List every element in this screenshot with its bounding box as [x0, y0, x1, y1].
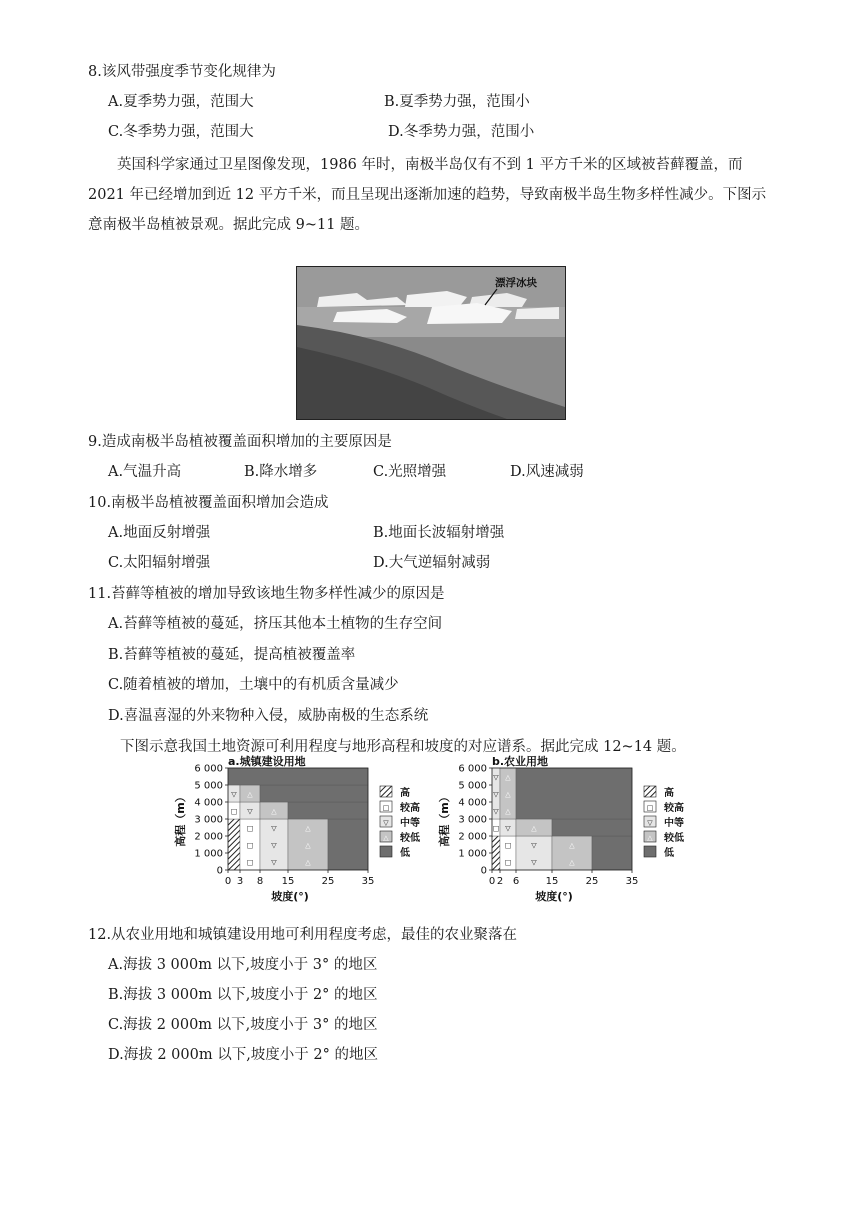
cell-symbol: □ — [246, 841, 254, 850]
cell-symbol: ▽ — [505, 824, 511, 833]
heatmap-cell — [228, 768, 368, 785]
x-axis-label: 坡度(°) — [535, 890, 573, 903]
q9-option-a: A.气温升高 — [108, 464, 182, 480]
cell-symbol: ▽ — [231, 790, 237, 799]
cell-symbol: △ — [247, 790, 253, 799]
cell-symbol: △ — [505, 773, 511, 782]
q9-option-b: B.降水增多 — [244, 464, 318, 480]
chart-title: a.城镇建设用地 — [228, 755, 306, 768]
q8-option-c: C.冬季势力强，范围大 — [108, 124, 254, 140]
heatmap-cell — [516, 768, 632, 819]
q10-stem: 10.南极半岛植被覆盖面积增加会造成 — [88, 495, 329, 511]
q9-option-d: D.风速减弱 — [510, 464, 584, 480]
y-tick-label: 3 000 — [194, 814, 223, 826]
legend-label: 中等 — [664, 818, 684, 829]
q11-option-d: D.喜温喜湿的外来物种入侵，威胁南极的生态系统 — [108, 708, 429, 724]
cell-symbol: □ — [246, 824, 254, 833]
q12-stem: 12.从农业用地和城镇建设用地可利用程度考虑，最佳的农业聚落在 — [88, 927, 518, 943]
legend-swatch — [644, 786, 656, 797]
q12-option-b: B.海拔 3 000m 以下,坡度小于 2° 的地区 — [108, 987, 378, 1003]
heatmap-cell — [260, 785, 368, 802]
cell-symbol: □ — [504, 841, 512, 850]
q8-option-b: B.夏季势力强，范围小 — [384, 94, 530, 110]
photo-label-floating-ice: 漂浮冰块 — [495, 277, 537, 289]
heatmap-cell — [492, 836, 500, 870]
y-tick-label: 6 000 — [458, 763, 487, 775]
legend-swatch — [380, 786, 392, 797]
q9-stem: 9.造成南极半岛植被覆盖面积增加的主要原因是 — [88, 434, 392, 450]
q10-option-a: A.地面反射增强 — [108, 525, 211, 541]
y-tick-label: 4 000 — [194, 797, 223, 809]
cell-symbol: ▽ — [271, 858, 277, 867]
x-axis-label: 坡度(°) — [271, 890, 309, 903]
cell-symbol: ▽ — [493, 773, 499, 782]
x-tick-label: 0 — [224, 876, 232, 887]
legend-symbol: △ — [647, 834, 653, 842]
cell-symbol: △ — [305, 858, 311, 867]
intro-paragraph-9-11: 英国科学家通过卫星图像发现，1986 年时，南极半岛仅有不到 1 平方千米的区域被苔藓覆盖，而 2021 年已经增加到近 12 平方千米，而且呈现出逐渐加速的趋势，导致南极半岛生物多样性减少。下图示意南极半岛植被景观。据此完成 9~11 题。 — [88, 157, 767, 233]
x-tick-label: 25 — [585, 876, 599, 887]
cell-symbol: △ — [305, 841, 311, 850]
cell-symbol: ▽ — [271, 824, 277, 833]
cell-symbol: ▽ — [493, 790, 499, 799]
cell-symbol: △ — [531, 824, 537, 833]
cell-symbol: ▽ — [531, 858, 537, 867]
y-tick-label: 5 000 — [458, 780, 487, 792]
y-tick-label: 6 000 — [194, 763, 223, 775]
legend-label: 较高 — [400, 803, 420, 814]
cell-symbol: ▽ — [493, 807, 499, 816]
x-tick-label: 3 — [236, 876, 244, 887]
legend-symbol: ▽ — [647, 819, 653, 827]
q10-option-b: B.地面长波辐射增强 — [373, 525, 505, 541]
x-tick-label: 2 — [496, 876, 504, 887]
q8-stem: 8.该风带强度季节变化规律为 — [88, 64, 276, 80]
legend-label: 低 — [400, 848, 410, 859]
q10-option-d: D.大气逆辐射减弱 — [373, 555, 491, 571]
cell-symbol: △ — [569, 841, 575, 850]
cell-symbol: △ — [505, 790, 511, 799]
cell-symbol: □ — [230, 807, 238, 816]
cell-symbol: △ — [569, 858, 575, 867]
q8-option-a: A.夏季势力强，范围大 — [108, 94, 254, 110]
y-tick-label: 0 — [480, 865, 487, 877]
legend-label: 低 — [664, 848, 674, 859]
y-tick-label: 4 000 — [458, 797, 487, 809]
cell-symbol: ▽ — [271, 841, 277, 850]
q12-option-a: A.海拔 3 000m 以下,坡度小于 3° 的地区 — [108, 957, 378, 973]
cell-symbol: ▽ — [531, 841, 537, 850]
cell-symbol: △ — [505, 807, 511, 816]
y-tick-label: 2 000 — [194, 831, 223, 843]
y-axis-label: 高程（m） — [438, 791, 451, 847]
q11-option-b: B.苔藓等植被的蔓延，提高植被覆盖率 — [108, 647, 356, 663]
y-tick-label: 5 000 — [194, 780, 223, 792]
x-tick-label: 15 — [281, 876, 295, 887]
legend-label: 高 — [400, 788, 410, 799]
x-tick-label: 35 — [361, 876, 375, 887]
chart-a-svg — [172, 755, 420, 916]
heatmap-cell — [288, 802, 368, 819]
chart-a-urban-land — [172, 755, 420, 920]
heatmap-cell — [228, 819, 240, 870]
cell-symbol: ▽ — [247, 807, 253, 816]
legend-swatch — [644, 846, 656, 857]
legend-symbol: □ — [382, 804, 390, 812]
legend-label: 较高 — [664, 803, 684, 814]
legend-label: 较低 — [400, 833, 420, 844]
cell-symbol: □ — [246, 858, 254, 867]
legend-symbol: △ — [383, 834, 389, 842]
x-tick-label: 15 — [545, 876, 559, 887]
legend-symbol: □ — [646, 804, 654, 812]
q12-option-d: D.海拔 2 000m 以下,坡度小于 2° 的地区 — [108, 1047, 378, 1063]
legend-swatch — [380, 846, 392, 857]
legend-symbol: ▽ — [383, 819, 389, 827]
q9-option-c: C.光照增强 — [373, 464, 447, 480]
cell-symbol: □ — [492, 824, 500, 833]
q11-option-a: A.苔藓等植被的蔓延，挤压其他本土植物的生存空间 — [108, 616, 443, 632]
q12-option-c: C.海拔 2 000m 以下,坡度小于 3° 的地区 — [108, 1017, 378, 1033]
legend-label: 中等 — [400, 818, 420, 829]
x-tick-label: 35 — [625, 876, 639, 887]
chart-b-agricultural-land — [436, 755, 684, 920]
intro-paragraph-12-14: 下图示意我国土地资源可利用程度与地形高程和坡度的对应谱系。据此完成 12~14 题。 — [120, 739, 686, 755]
x-tick-label: 6 — [512, 876, 520, 887]
heatmap-cell — [592, 836, 632, 870]
cell-symbol: △ — [271, 807, 277, 816]
x-tick-label: 25 — [321, 876, 335, 887]
chart-b-svg — [436, 755, 684, 916]
q10-option-c: C.太阳辐射增强 — [108, 555, 211, 571]
heatmap-cell — [552, 819, 632, 836]
y-tick-label: 1 000 — [194, 848, 223, 860]
cell-symbol: □ — [504, 858, 512, 867]
y-axis-label: 高程（m） — [174, 791, 187, 847]
heatmap-cell — [328, 819, 368, 870]
x-tick-label: 8 — [256, 876, 264, 887]
y-tick-label: 0 — [216, 865, 223, 877]
q11-option-c: C.随着植被的增加，土壤中的有机质含量减少 — [108, 677, 399, 693]
antarctic-vegetation-photo — [296, 266, 566, 420]
y-tick-label: 2 000 — [458, 831, 487, 843]
x-tick-label: 0 — [488, 876, 496, 887]
y-tick-label: 1 000 — [458, 848, 487, 860]
q11-stem: 11.苔藓等植被的增加导致该地生物多样性减少的原因是 — [88, 586, 445, 602]
y-tick-label: 3 000 — [458, 814, 487, 826]
legend-label: 高 — [664, 788, 674, 799]
q8-option-d: D.冬季势力强，范围小 — [388, 124, 535, 140]
legend-label: 较低 — [664, 833, 684, 844]
chart-title: b.农业用地 — [492, 755, 549, 768]
cell-symbol: △ — [305, 824, 311, 833]
